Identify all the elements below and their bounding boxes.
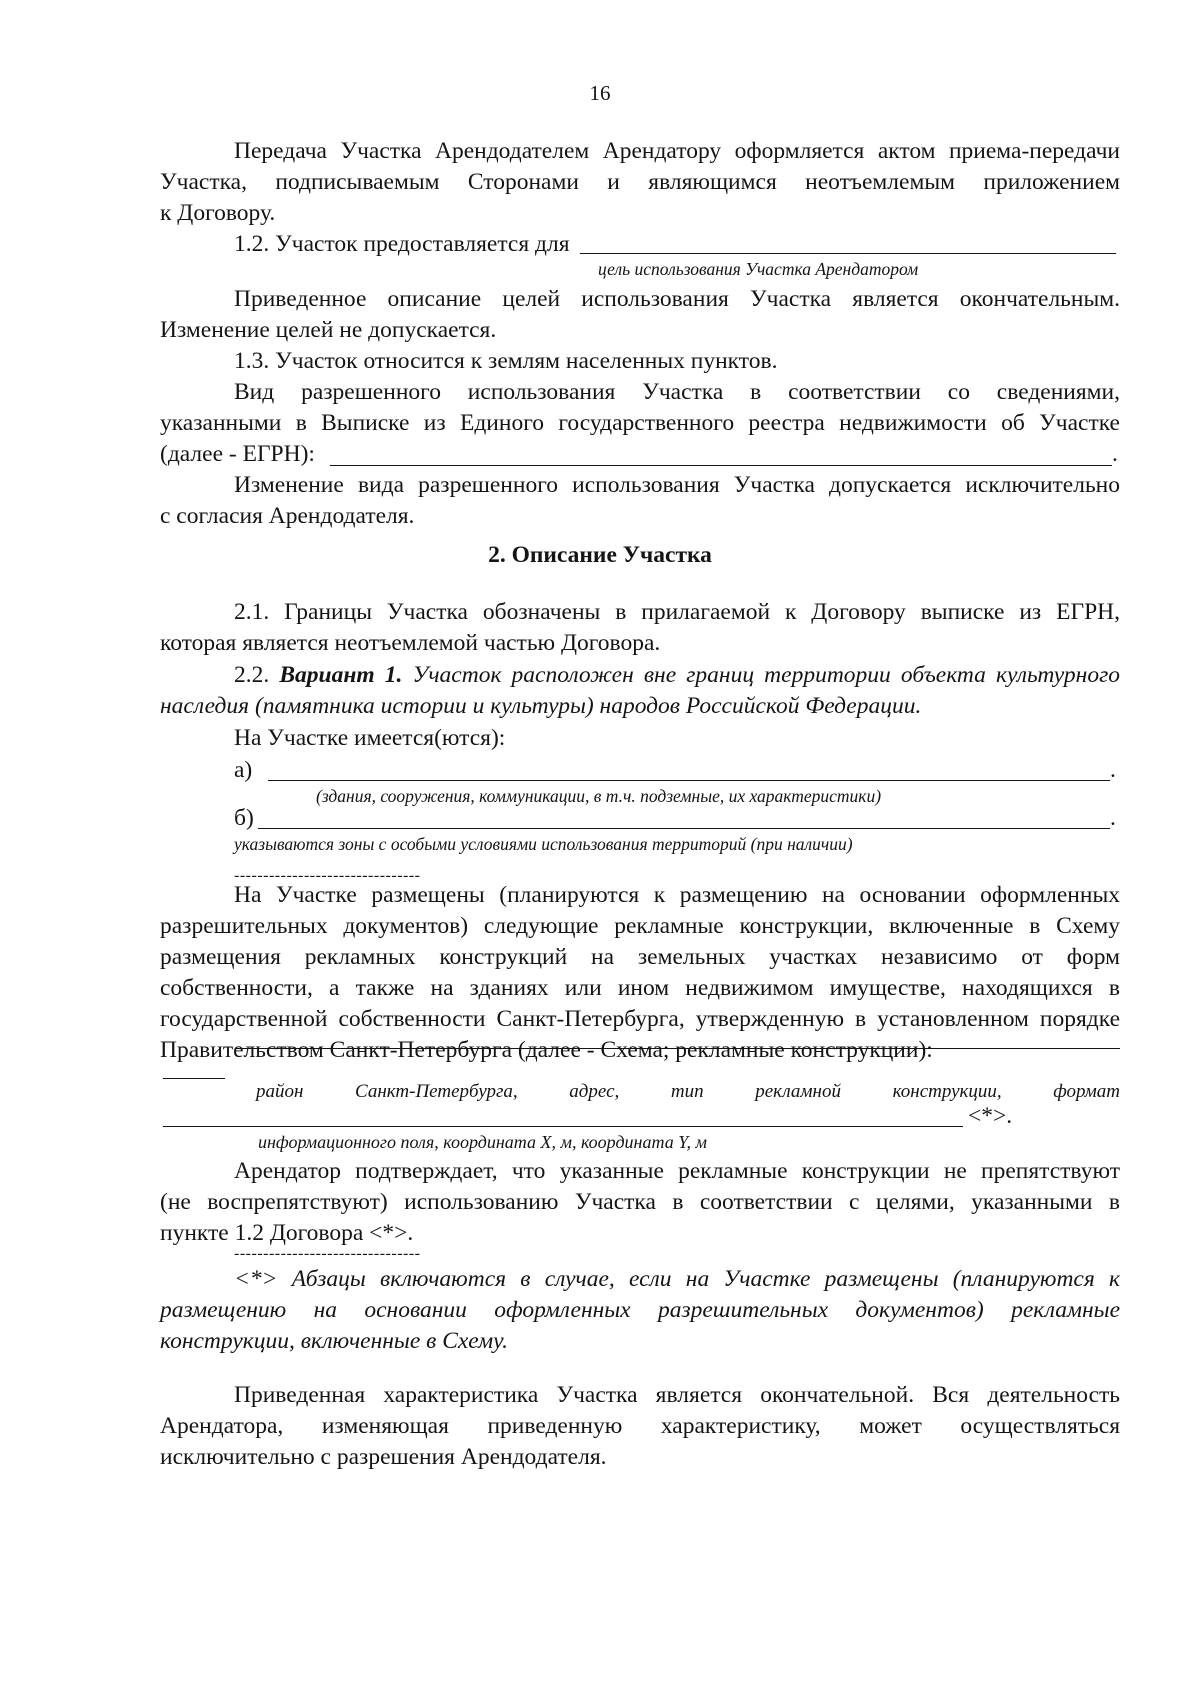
text-line: размещения рекламных конструкций на земельных участках независимо от форм [160, 944, 1120, 970]
item-b-label: б) [234, 805, 254, 831]
caption-word: адрес, [569, 1081, 620, 1102]
paragraph-transfer [160, 136, 1120, 229]
fill-line-item-a [268, 780, 1110, 781]
text-line: разрешительных документов) следующие рекламные конструкции, включенные в Схему [160, 913, 1120, 939]
text-line: государственной собственности Санкт-Петербурга, утвержденную в установленном порядке [160, 1006, 1120, 1032]
text-line: наследия (памятника истории и культуры) народов Российской Федерации. [160, 693, 922, 719]
text-line: которая является неотъемлемой частью Договора. [160, 630, 661, 656]
text-line: (далее - ЕГРН): [160, 441, 315, 467]
clause-number: 2.2. [234, 662, 270, 688]
text-line: Участка, подписываемым Сторонами и являющимся неотъемлемым приложением [160, 169, 1120, 195]
caption-word: формат [1053, 1081, 1120, 1102]
text-line: 2.1. Границы Участка обозначены в прилагаемой к Договору выписке из ЕГРН, [234, 599, 1120, 625]
caption-item-b: указываются зоны с особыми условиями использования территорий (при наличии) [234, 834, 853, 854]
variant-text: Участок расположен вне границ территории объекта культурного [412, 662, 1121, 688]
text-line: исключительно с разрешения Арендодателя. [160, 1444, 607, 1470]
text-line: пункте 1.2 Договора <*>. [160, 1220, 414, 1246]
section-heading: 2. Описание Участка [488, 542, 712, 568]
text-line: На Участке размещены (планируются к размещению на основании оформленных [234, 882, 1120, 908]
paragraph-2-2 [160, 660, 1120, 722]
page-number: 16 [589, 81, 611, 105]
fill-line-item-b [258, 828, 1110, 829]
variant-label: Вариант 1. [279, 662, 403, 688]
text-line: Приведенная характеристика Участка является окончательной. Вся деятельность [234, 1382, 1120, 1408]
text-line: конструкции, включенные в Схему. [160, 1328, 508, 1354]
clause-1-2-label: 1.2. Участок предоставляется для [234, 231, 570, 257]
period: . [1112, 441, 1118, 467]
footnote [160, 1264, 1120, 1357]
text-line: Передача Участка Арендодателем Арендатору оформляется актом приема-передачи [234, 138, 1120, 164]
text-line: собственности, а также на зданиях или ином недвижимом имуществе, находящихся в [160, 975, 1120, 1001]
fill-line-purpose [580, 253, 1116, 254]
caption-word: конструкции, [892, 1081, 1002, 1102]
text-line: (не воспрепятствуют) использованию Участка в соответствии с целями, указанными в [160, 1189, 1120, 1215]
text-line: Вид разрешенного использования Участка в соответствии со сведениями, [234, 379, 1120, 405]
paragraph-confirm [160, 1156, 1120, 1249]
footnote-marker: <*>. [968, 1103, 1013, 1129]
fill-line-ads-2 [163, 1126, 963, 1127]
paragraph-permitted-use [160, 377, 1120, 470]
text-line: <*> Абзацы включаются в случае, если на Участке размещены (планируются к [234, 1266, 1120, 1292]
text-line: Арендатора, изменяющая приведенную характеристику, может осуществляться [160, 1413, 1120, 1439]
text-line: Изменение вида разрешенного использования Участка допускается исключительно [234, 472, 1120, 498]
fill-line-ads-1 [236, 1048, 1120, 1049]
fill-line-permitted-use [330, 465, 1112, 466]
separator: -------------------------------- [234, 867, 421, 884]
text-line: Приведенное описание целей использования Участка является окончательным. [234, 286, 1120, 312]
caption-word: Санкт-Петербурга, [355, 1081, 518, 1102]
text-line: размещению на основании оформленных разрешительных документов) рекламные [160, 1297, 1120, 1323]
caption-word: тип [670, 1081, 704, 1102]
text-line: с согласия Арендодателя. [160, 503, 415, 529]
item-a-label: а) [234, 757, 253, 783]
text-line: Правительством Санкт-Петербурга (далее - Схема; рекламные конструкции): [160, 1037, 933, 1063]
caption-ads-line2: информационного поля, координата X, м, координата Y, м [258, 1132, 708, 1152]
text-line [160, 660, 1120, 691]
text-line: Изменение целей не допускается. [160, 317, 497, 343]
caption-purpose: цель использования Участка Арендатором [598, 259, 919, 279]
clause-1-3: 1.3. Участок относится к землям населенных пунктов. [234, 348, 778, 374]
period: . [1110, 757, 1116, 783]
text-line: Арендатор подтверждает, что указанные рекламные конструкции не препятствуют [234, 1158, 1120, 1184]
fill-line-ads-short [163, 1078, 225, 1079]
on-site-has: На Участке имеется(ются): [234, 725, 506, 751]
separator: -------------------------------- [234, 1245, 421, 1262]
paragraph-final [160, 1380, 1120, 1473]
period: . [1110, 805, 1116, 831]
paragraph-2-1 [160, 597, 1120, 659]
text-line: указанными в Выписке из Единого государственного реестра недвижимости об Участке [160, 410, 1120, 436]
caption-item-a: (здания, сооружения, коммуникации, в т.ч. подземные, их характеристики) [316, 786, 882, 806]
caption-word: рекламной [755, 1081, 841, 1102]
caption-word: район [256, 1081, 304, 1102]
text-line: к Договору. [160, 200, 276, 226]
paragraph-advertising [160, 880, 1120, 1066]
paragraph-goals [160, 284, 1120, 346]
paragraph-change [160, 470, 1120, 532]
